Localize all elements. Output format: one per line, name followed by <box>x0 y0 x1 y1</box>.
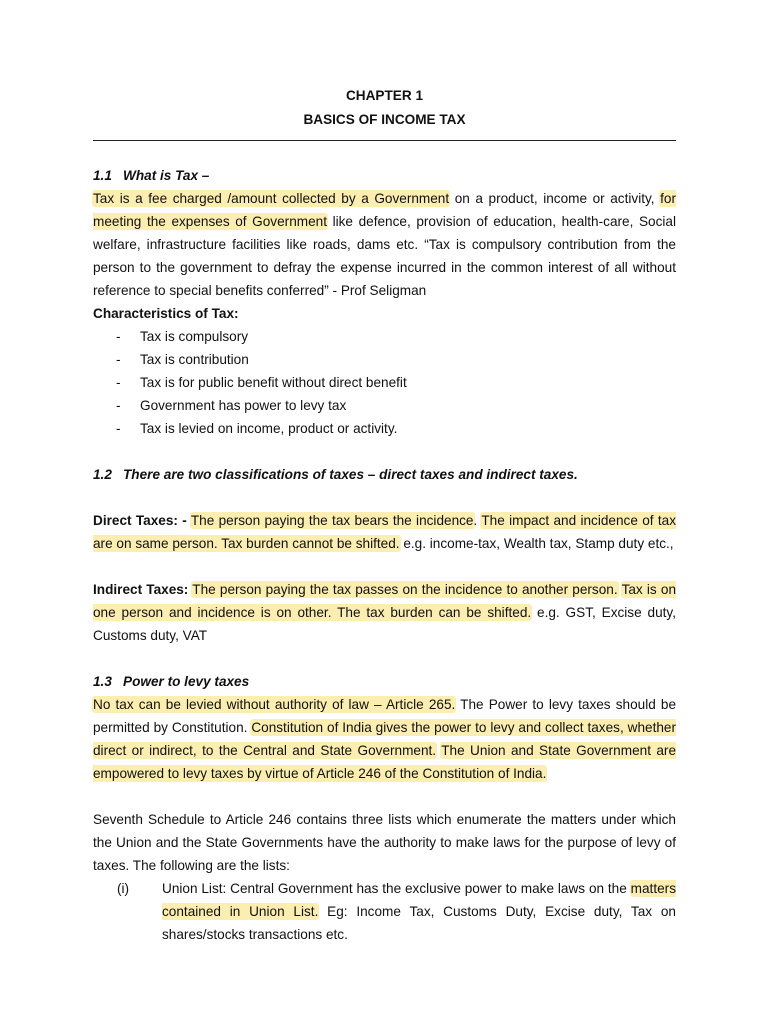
list-item: - Tax is contribution <box>116 352 249 367</box>
section-title: What is Tax – <box>123 168 210 183</box>
document-page <box>93 86 676 946</box>
direct-taxes-label: Direct Taxes: - <box>93 513 187 528</box>
highlight: Tax is on one person and incidence is on other. The tax burden can be shifted. <box>93 582 677 620</box>
section-1-3-heading <box>93 670 676 693</box>
list-item: - Tax is compulsory <box>116 329 249 344</box>
list-item: - Tax is for public benefit without direct benefit <box>116 375 407 390</box>
highlight: Constitution of India gives the power to levy and collect taxes, whether direct or indirect, to the Central and State Government. <box>93 720 676 758</box>
highlight: for meeting the expenses of Government <box>93 191 676 229</box>
highlight: Tax is a fee charged /amount collected by a Government <box>93 191 450 206</box>
section-title: Power to levy taxes <box>123 674 250 689</box>
indirect-taxes-paragraph <box>93 578 676 647</box>
section-1-1-heading <box>93 164 676 187</box>
section-1-2-heading <box>93 463 676 486</box>
indirect-taxes-label: Indirect Taxes: <box>93 582 189 597</box>
text-run: Union List: Central Government has the exclusive power to make laws on the <box>162 881 631 896</box>
section-number: 1.3 <box>93 674 112 689</box>
tax-definition-paragraph <box>93 187 676 302</box>
section-number: 1.2 <box>93 467 112 482</box>
text-run: e.g. income-tax, Wealth tax, Stamp duty etc., <box>399 536 674 551</box>
section-number: 1.1 <box>93 168 112 183</box>
power-to-levy-paragraph <box>93 693 676 785</box>
highlight: The impact and incidence of tax are on same person. Tax burden cannot be shifted. <box>93 513 677 551</box>
characteristics-heading: Characteristics of Tax: <box>93 306 239 321</box>
text-run: like defence, provision of education, health-care, Social welfare, infrastructure facilities like roads, dams etc. “Tax is compulsory contribution from the person to the government to defray the expense incurred in the common interest of all without reference to special benefits conferred” - Prof Seligman <box>93 214 676 298</box>
union-list-item <box>93 877 676 946</box>
text-run: e.g. GST, Excise duty, Customs duty, VAT <box>93 605 676 643</box>
text-run <box>618 582 622 597</box>
list-item: - Government has power to levy tax <box>116 398 347 413</box>
chapter-label: CHAPTER 1 <box>345 88 424 103</box>
text-run: The Power to levy taxes should be permitted by Constitution. <box>93 697 677 735</box>
list-item: - Tax is levied on income, product or activity. <box>116 421 398 436</box>
text-run: . <box>473 513 482 528</box>
seventh-schedule-paragraph: Seventh Schedule to Article 246 contains three lists which enumerate the matters under which the Union and the State Governments have the authority to make laws for the purpose of levy of taxes. The following are the lists: <box>93 812 676 873</box>
characteristics-list <box>93 325 676 440</box>
highlight: The person paying the tax passes on the incidence to another person. <box>192 582 618 597</box>
highlight: The person paying the tax bears the incidence <box>190 513 474 528</box>
highlight: The Union and State Government are empowered to levy taxes by virtue of Article 246 of the Constitution of India. <box>93 743 677 781</box>
highlight: No tax can be levied without authority of law – Article 265. <box>93 697 456 712</box>
section-title: There are two classifications of taxes – direct taxes and indirect taxes. <box>123 467 578 482</box>
text-run: on a product, income or activity, <box>449 191 661 206</box>
direct-taxes-paragraph <box>93 509 676 555</box>
list-number: (i) <box>117 881 130 896</box>
text-run: Eg: Income Tax, Customs Duty, Excise duty, Tax on shares/stocks transactions etc. <box>162 904 676 942</box>
chapter-title: BASICS OF INCOME TAX <box>303 112 466 127</box>
highlight: matters contained in Union List. <box>162 881 676 919</box>
